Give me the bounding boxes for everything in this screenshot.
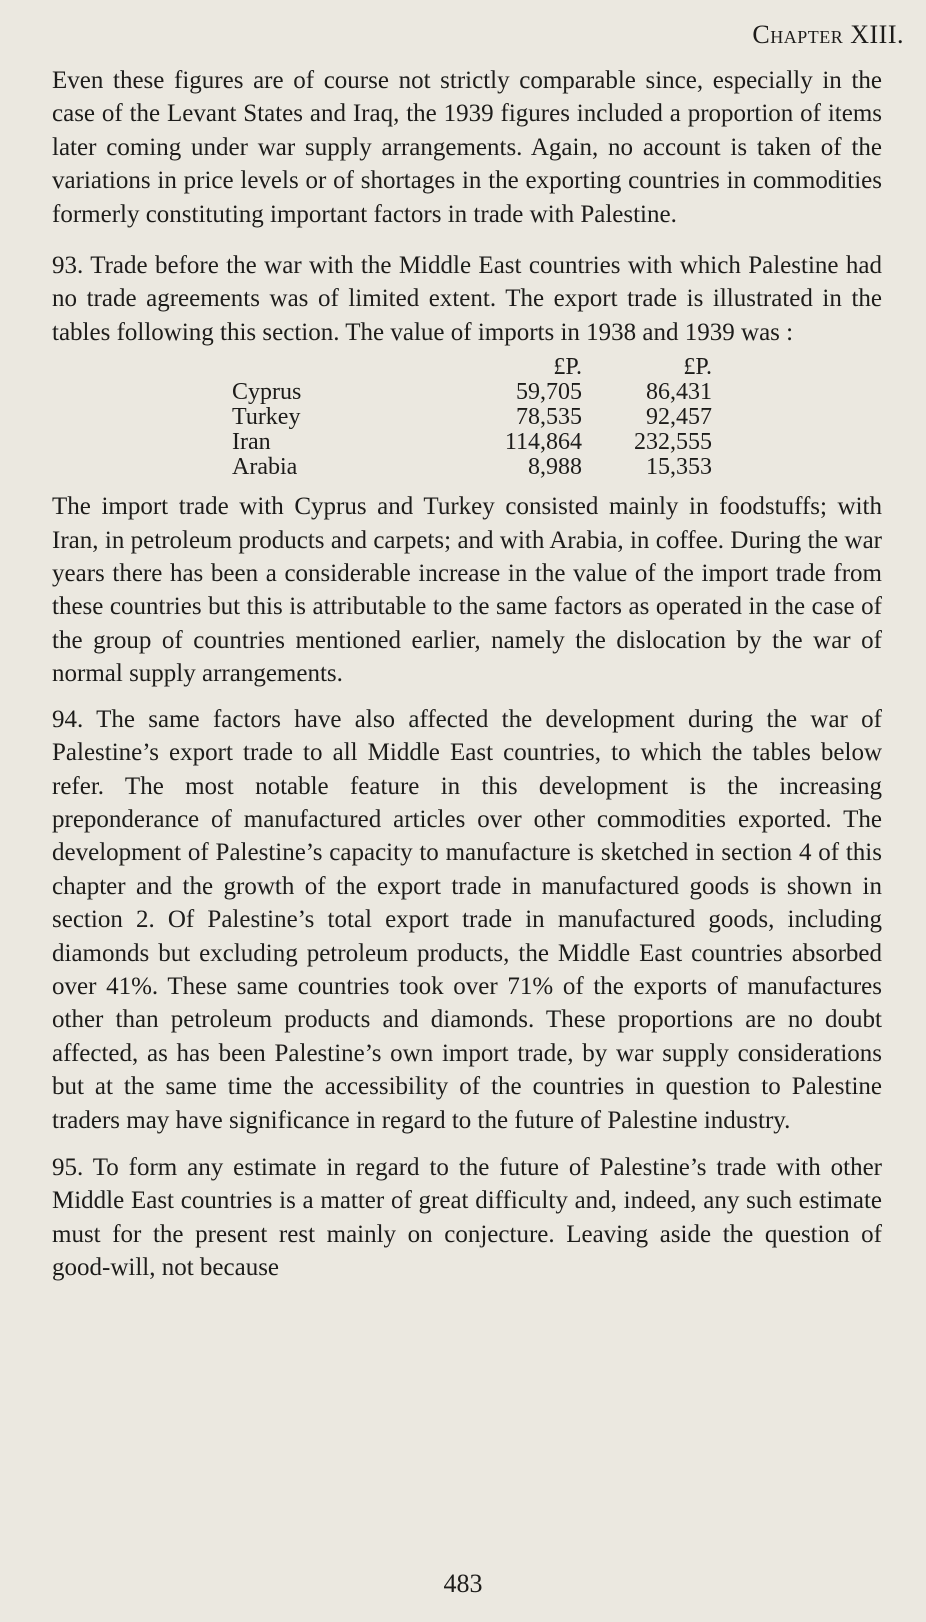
table-row <box>52 430 712 455</box>
page-body <box>52 64 882 1285</box>
column-header-1939: £P. <box>683 354 712 381</box>
page-number: 483 <box>443 1569 483 1598</box>
value-1938-cell: 8,988 <box>528 454 582 481</box>
paragraph-import-trade: The import trade with Cyprus and Turkey consisted mainly in foodstuffs; with Iran, in petroleum products and carpets; and with Arabia, in coffee. During the war years there has been a considerable increase in the value of the import trade from these countries but this is attributable to the same factors as operated in the case of the group of countries mentioned earlier, namely the dislocation by the war of normal supply arrangements. <box>52 493 882 688</box>
table-row <box>52 455 712 480</box>
country-cell: Cyprus <box>232 379 302 406</box>
value-1939-cell: 92,457 <box>646 404 712 431</box>
value-1938-cell: 114,864 <box>504 429 582 456</box>
paragraph-intro: Even these figures are of course not strictly comparable since, especially in the case of the Levant States and Iraq, the 1939 figures included a proportion of items later coming under war supply arrangements. Again, no account is taken of the variations in price levels or of shortages in the exporting countries in commodities formerly constituting important factors in trade with Palestine. <box>52 67 882 228</box>
table-row <box>52 380 712 405</box>
column-header-1938: £P. <box>553 354 582 381</box>
chapter-heading <box>752 20 904 50</box>
value-1938-cell: 59,705 <box>516 379 582 406</box>
paragraph-93: 93. Trade before the war with the Middle East countries with which Palestine had no trade agreements was of limited extent. The export trade is illustrated in the tables following this section. The value of imports in 1938 and 1939 was : <box>52 252 882 346</box>
imports-table-header <box>52 355 712 380</box>
value-1939-cell: 15,353 <box>646 454 712 481</box>
chapter-label: Chapter XIII. <box>752 20 904 49</box>
country-cell: Arabia <box>232 454 298 481</box>
value-1938-cell: 78,535 <box>516 404 582 431</box>
value-1939-cell: 86,431 <box>646 379 712 406</box>
table-row <box>52 405 712 430</box>
value-1939-cell: 232,555 <box>634 429 712 456</box>
imports-table <box>52 355 712 480</box>
country-cell: Turkey <box>232 404 301 431</box>
paragraph-95: 95. To form any estimate in regard to the future of Palestine’s trade with other Middle East countries is a matter of great difficulty and, indeed, any such estimate must for the present rest mainly on conjecture. Leaving aside the question of good-will, not because <box>52 1153 882 1282</box>
country-cell: Iran <box>232 429 271 456</box>
paragraph-94: 94. The same factors have also affected the development during the war of Palestine’s export trade to all Middle East countries, to which the tables below refer. The most notable feature in this development is the increasing preponderance of manufactured articles over other commodities exported. The development of Palestine’s capacity to manufacture is sketched in section 4 of this chapter and the growth of the export trade in manufactured goods is shown in section 2. Of Palestine’s total export trade in manufactured goods, including diamonds but excluding petroleum products, the Middle East countries absorbed over 41%. These same countries took over 71% of the exports of manufactures other than petroleum products and diamonds. These proportions are no doubt affected, as has been Palestine’s own import trade, by war supply considerations but at the same time the accessibility of the countries in question to Palestine traders may have significance in regard to the future of Palestine industry. <box>52 705 882 1134</box>
